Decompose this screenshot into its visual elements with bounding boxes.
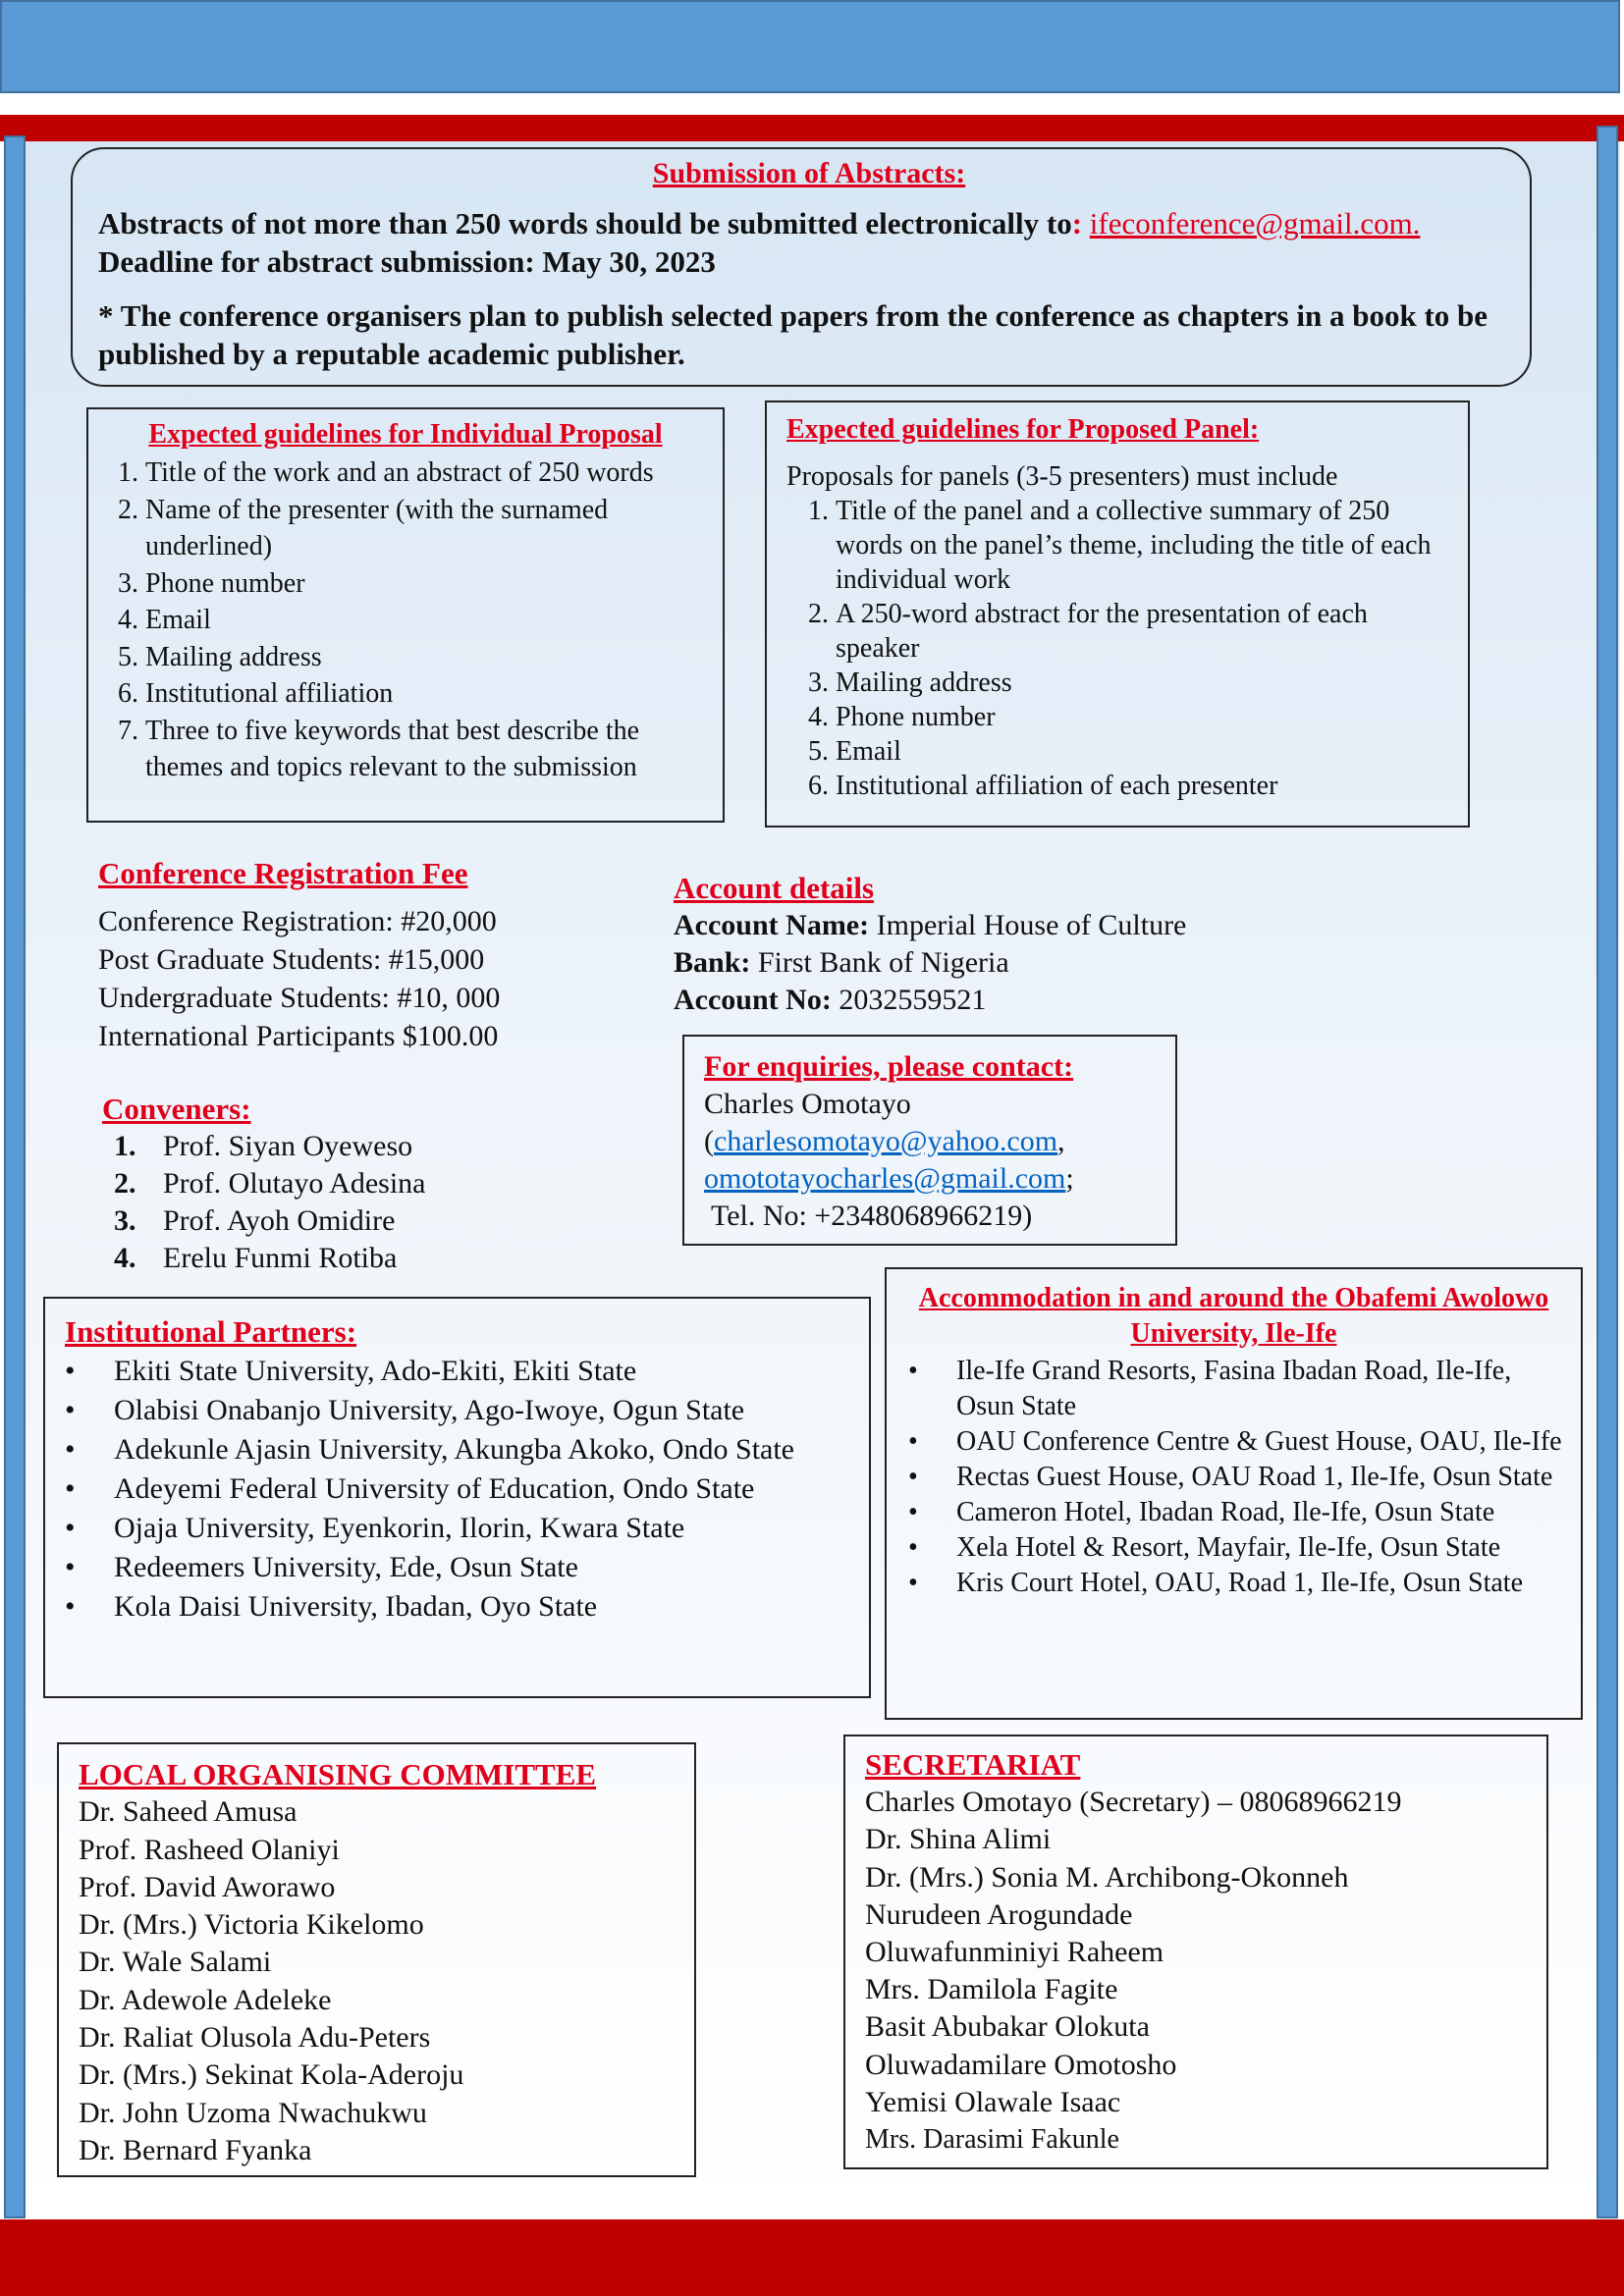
contact-name: Charles Omotayo [704,1088,911,1120]
committee-member: Dr. (Mrs.) Sekinat Kola-Aderoju [79,2058,464,2092]
committee-member: Dr. (Mrs.) Victoria Kikelomo [79,1908,424,1942]
panel-guidelines-box [765,400,1470,828]
account-name-label: Account Name: [674,909,870,941]
partners-title: Institutional Partners: [65,1314,357,1349]
fee-line: Undergraduate Students: #10, 000 [98,982,501,1014]
enquiries-title: For enquiries, please contact: [704,1050,1074,1083]
accommodation-list [900,1354,1567,1601]
secretariat-member: Charles Omotayo (Secretary) – 08068966219 [865,1786,1402,1819]
top-red-band [0,115,1624,141]
contact-email-yahoo-link[interactable]: charlesomotayo@yahoo.com [714,1125,1058,1157]
list-item: • Adeyemi Federal University of Education, Ondo State [65,1469,859,1509]
conveners-section [102,1091,593,1277]
committee-member: Dr. Raliat Olusola Adu-Peters [79,2021,431,2055]
list-item: • Olabisi Onabanjo University, Ago-Iwoye, Ogun State [65,1391,859,1430]
list-item: • Adekunle Ajasin University, Akungba Akoko, Ondo State [65,1430,859,1469]
list-item: • Kris Court Hotel, OAU, Road 1, Ile-Ife, Osun State [900,1566,1567,1601]
list-number: 1. [114,1130,136,1162]
submission-box [71,147,1532,387]
list-item: 3. Phone number [145,565,711,603]
committee-member: Dr. Saheed Amusa [79,1795,298,1829]
convener-name: Prof. Siyan Oyeweso [163,1130,413,1162]
list-item [114,1165,593,1202]
committee-member: Dr. John Uzoma Nwachukwu [79,2096,427,2129]
conveners-list [102,1128,593,1277]
fee-line: Post Graduate Students: #15,000 [98,943,485,976]
list-item: • Ojaja University, Eyenkorin, Ilorin, Kwara State [65,1509,859,1548]
partners-box [43,1297,871,1698]
secretariat-member: Oluwafunminiyi Raheem [865,1936,1164,1969]
list-item: • Cameron Hotel, Ibadan Road, Ile-Ife, Osun State [900,1495,1567,1530]
list-item: 1. Title of the work and an abstract of 250 words [145,454,711,492]
registration-fee-section [98,854,609,1055]
account-number-label: Account No: [674,984,832,1016]
list-item: • Redeemers University, Ede, Osun State [65,1548,859,1587]
bank-label: Bank: [674,946,751,979]
individual-guidelines-box [86,407,725,823]
secretariat-member: Yemisi Olawale Isaac [865,2085,1121,2118]
submission-title: Submission of Abstracts: [652,157,966,189]
list-item: 1. Title of the panel and a collective summary of 250 words on the panel’s theme, including the title of each individual work [836,494,1456,597]
secretariat-box [843,1735,1548,2169]
list-item: 4. Phone number [836,700,1456,734]
list-item: 7. Three to five keywords that best describe the themes and topics relevant to the submission [145,713,711,786]
account-name-row [674,907,1361,944]
right-blue-border [1597,126,1618,2218]
list-number: 4. [114,1242,136,1274]
semicolon: ; [1065,1162,1074,1195]
panel-guidelines-list [786,494,1456,803]
panel-guidelines-title: Expected guidelines for Proposed Panel: [786,414,1260,445]
fee-line: International Participants $100.00 [98,1020,499,1052]
secretariat-member: Oluwadamilare Omotosho [865,2048,1177,2081]
secretariat-member: Dr. Shina Alimi [865,1823,1052,1856]
list-number: 2. [114,1167,136,1200]
registration-fee-title: Conference Registration Fee [98,856,468,890]
contact-email-row [704,1160,1175,1198]
contact-phone: Tel. No: +2348068966219) [704,1200,1033,1232]
list-number: 3. [114,1204,136,1237]
list-item: 5. Email [836,734,1456,769]
secretariat-member: Mrs. Darasimi Fakunle [865,2124,1119,2156]
fee-line: Conference Registration: #20,000 [98,905,497,937]
submission-instructions [98,204,1520,242]
list-item: • Kola Daisi University, Ibadan, Oyo State [65,1587,859,1627]
accommodation-title: Accommodation in and around the Obafemi Awolowo University, Ile-Ife [918,1283,1549,1349]
list-item: 6. Institutional affiliation of each presenter [836,769,1456,803]
list-item: 2. Name of the presenter (with the surnamed underlined) [145,492,711,565]
list-item [114,1202,593,1240]
individual-guidelines-title: Expected guidelines for Individual Proposal [148,419,663,450]
submission-deadline: Deadline for abstract submission: May 30, 2023 [98,244,716,279]
convener-name: Prof. Olutayo Adesina [163,1167,426,1200]
individual-guidelines-list [100,454,711,786]
committee-member: Prof. Rasheed Olaniyi [79,1833,340,1866]
committee-member: Dr. Adewole Adeleke [79,1983,332,2016]
committee-member: Dr. Bernard Fyanka [79,2133,312,2166]
list-item: • Ekiti State University, Ado-Ekiti, Ekiti State [65,1352,859,1391]
committee-title: LOCAL ORGANISING COMMITTEE [79,1757,597,1791]
convener-name: Erelu Funmi Rotiba [163,1242,398,1274]
list-item: 4. Email [145,602,711,639]
list-item [114,1128,593,1165]
committee-box [57,1742,696,2177]
secretariat-member: Dr. (Mrs.) Sonia M. Archibong-Okonneh [865,1860,1349,1894]
comma: , [1057,1125,1065,1157]
left-blue-border [4,135,26,2218]
submission-email-link[interactable]: ifeconference@gmail.com. [1089,206,1421,240]
account-details-section [674,870,1361,1019]
account-name-value: Imperial House of Culture [869,909,1187,941]
account-details-title: Account details [674,871,875,905]
list-item: 3. Mailing address [836,666,1456,700]
list-item: • Rectas Guest House, OAU Road 1, Ile-Ife, Osun State [900,1460,1567,1495]
enquiries-box [682,1035,1177,1246]
contact-email-row [704,1123,1175,1160]
secretariat-member: Nurudeen Arogundade [865,1897,1133,1931]
top-blue-banner [0,0,1620,93]
contact-email-gmail-link[interactable]: omototayocharles@gmail.com [704,1162,1066,1195]
list-item [114,1240,593,1277]
partners-list [65,1352,859,1627]
committee-member: Prof. David Aworawo [79,1870,336,1903]
list-item: 6. Institutional affiliation [145,675,711,713]
account-number-row [674,982,1361,1019]
bank-row [674,944,1361,982]
accommodation-box [885,1267,1583,1720]
secretariat-member: Basit Abubakar Olokuta [865,2010,1150,2044]
list-item: • Ile-Ife Grand Resorts, Fasina Ibadan Road, Ile-Ife, Osun State [900,1354,1567,1424]
bottom-red-band [0,2219,1624,2296]
secretariat-title: SECRETARIAT [865,1747,1081,1782]
submission-colon: : [1071,206,1083,240]
bank-value: First Bank of Nigeria [750,946,1009,979]
secretariat-member: Mrs. Damilola Fagite [865,1973,1118,2006]
conveners-title: Conveners: [102,1092,251,1126]
panel-intro: Proposals for panels (3-5 presenters) must include [786,461,1338,492]
submission-note: * The conference organisers plan to publish selected papers from the conference as chapters in a book to be published by a reputable academic publisher. [98,298,1489,371]
account-number-value: 2032559521 [831,984,987,1016]
list-item: 2. A 250-word abstract for the presentation of each speaker [836,597,1456,666]
list-item: • OAU Conference Centre & Guest House, OAU, Ile-Ife [900,1424,1567,1460]
convener-name: Prof. Ayoh Omidire [163,1204,396,1237]
list-item: • Xela Hotel & Resort, Mayfair, Ile-Ife, Osun State [900,1530,1567,1566]
submission-text: Abstracts of not more than 250 words should be submitted electronically to [98,206,1072,240]
list-item: 5. Mailing address [145,639,711,676]
open-paren: ( [704,1125,714,1157]
committee-member: Dr. Wale Salami [79,1946,272,1979]
